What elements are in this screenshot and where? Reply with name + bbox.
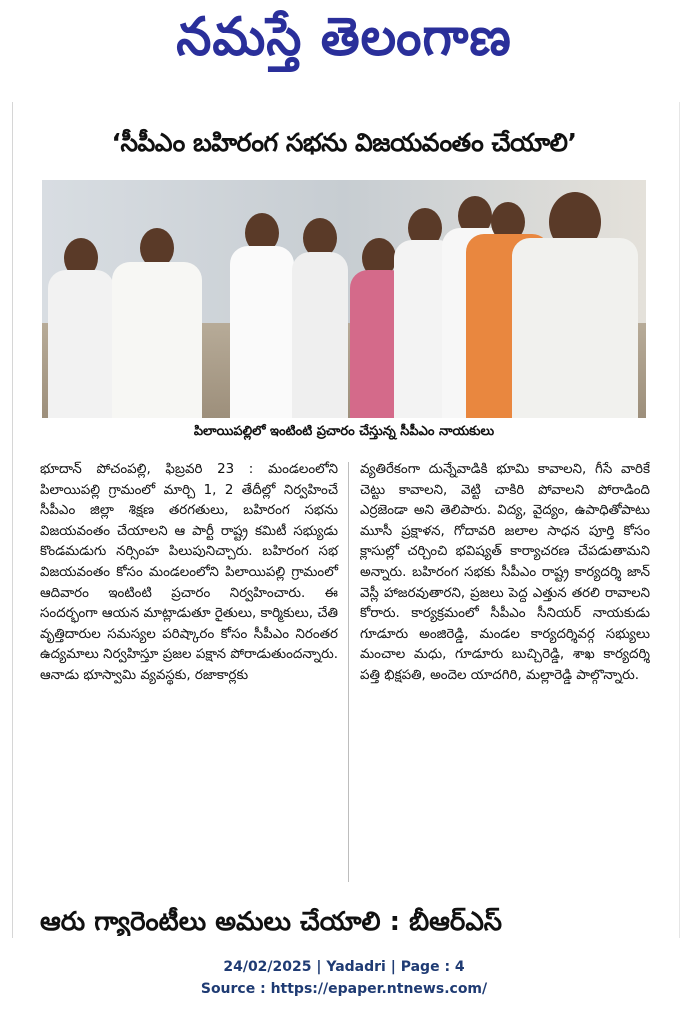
article-column-right xyxy=(360,460,650,687)
photo-caption: పిలాయిపల్లిలో ఇంటింటి ప్రచారం చేస్తున్న సీపీఎం నాయకులు xyxy=(193,424,495,439)
article-body-left: భూదాన్ పోచంపల్లి, ఫిబ్రవరి 23 : మండలంలోని పిలాయిపల్లి గ్రామంలో మార్చి 1, 2 తేదీల్లో నిర్వహించే సీపీఎం జిల్లా శిక్షణ తరగతులు, బహిరంగ సభను విజయవంతం చేయాలని ఆ పార్టీ రాష్ట్ర కమిటీ సభ్యుడు కొండమడుగు నర్సింహ పిలుపునిచ్చారు. బహిరంగ సభ విజయవంతం కోసం మండలంలోని పిలాయిపల్లి గ్రామంలో ఆదివారం ఇంటింటి ప్రచారం నిర్వహించారు. ఈ సందర్భంగా ఆయన మాట్లాడుతూ రైతులు, కార్మికులు, చేతి వృత్తిదారుల సమస్యల పరిష్కారం కోసం సీపీఎం నిరంతర ఉద్యమాలు నిర్వహిస్తూ ప్రజల పక్షాన పోరాడుతుందన్నారు. ఆనాడు భూస్వామి వ్యవస్థకు, రజాకార్లకు xyxy=(40,462,338,683)
photo-person xyxy=(292,218,348,418)
photo-person xyxy=(512,192,638,418)
photo-person xyxy=(230,213,294,418)
footer-date-edition: 24/02/2025 | Yadadri | Page : 4 xyxy=(223,959,465,975)
photo-person xyxy=(112,228,202,418)
column-divider xyxy=(348,462,349,882)
article-photo xyxy=(42,180,646,418)
masthead xyxy=(0,0,688,88)
next-story-headline xyxy=(40,906,648,936)
footer-source: Source : https://epaper.ntnews.com/ xyxy=(200,981,488,997)
next-story-headline-text: ఆరు గ్యారెంటీలు అమలు చేయాలి : బీఆర్ఎస్ xyxy=(40,907,503,936)
masthead-title: నమస్తే తెలంగాణ xyxy=(176,6,512,68)
photo-person xyxy=(48,238,114,418)
article-column-left xyxy=(40,460,338,687)
article-headline: ‘సీపీఎం బహిరంగ సభను విజయవంతం చేయాలి’ xyxy=(111,128,577,157)
footer xyxy=(0,956,688,1000)
article-body-right: వ్యతిరేకంగా దున్నేవాడికి భూమి కావాలని, గీసే వారికే చెట్టు కావాలని, వెట్టి చాకిరి పోవాలని పోరాడింది ఎర్రజెండా అని తెలిపారు. విద్య, వైద్యం, ఉపాధితోపాటు మూసీ ప్రక్షాళన, గోదావరి జలాల సాధన పూర్తి కోసం క్లాసుల్లో చర్చించి భవిష్యత్ కార్యాచరణ చేపడుతామని అన్నారు. బహిరంగ సభకు సీపీఎం రాష్ట్ర కార్యదర్శి జాన్ వెస్లీ హాజరవుతారని, ప్రజలు పెద్ద ఎత్తున తరలి రావాలని కోరారు. కార్యక్రమంలో సీపీఎం సీనియర్ నాయకుడు గూడూరు అంజిరెడ్డి, మండల కార్యదర్శివర్గ సభ్యులు మంచాల మధు, గూడూరు బుచ్చిరెడ్డి, శాఖ కార్యదర్శి పత్తి భిక్షపతి, అందెల యాదగిరి, మల్లారెడ్డి పాల్గొన్నారు. xyxy=(360,462,650,683)
